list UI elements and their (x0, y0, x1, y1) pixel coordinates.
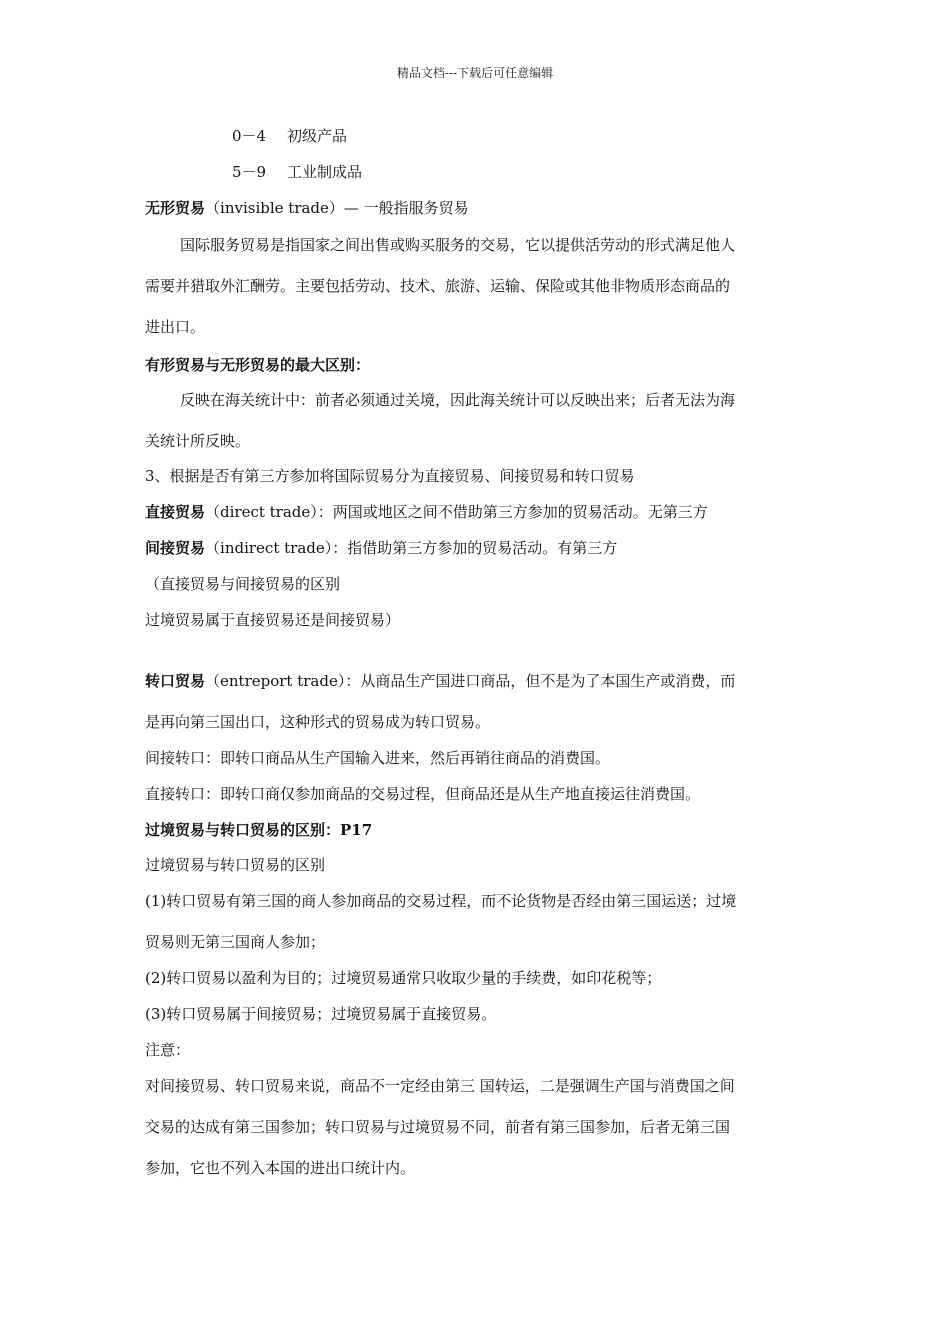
code-label: 工业制成品 (287, 163, 363, 181)
indirect-trade-term: 间接贸易 (145, 539, 206, 557)
invisible-trade-def: （invisible trade）— 一般指服务贸易 (205, 199, 469, 217)
list-item: 贸易则无第三国商人参加； (145, 933, 326, 951)
paragraph-line: 交易的达成有第三国参加；转口贸易与过境贸易不同，前者有第三国参加，后者无第三国 (145, 1118, 731, 1136)
indirect-trade-line (145, 538, 810, 558)
paragraph-line: 需要并猎取外汇酬劳。主要包括劳动、技术、旅游、运输、保险或其他非物质形态商品的 (145, 277, 731, 295)
paragraph-line: 间接转口：即转口商品从生产国输入进来，然后再销往商品的消费国。 (145, 749, 611, 767)
paragraph-line: 国际服务贸易是指国家之间出售或购买服务的交易，它以提供活劳动的形式满足他人 (180, 236, 736, 254)
paragraph-line: 参加，它也不列入本国的进出口统计内。 (145, 1159, 416, 1177)
section-heading: 有形贸易与无形贸易的最大区别： (145, 356, 371, 374)
paren-line: 过境贸易属于直接贸易还是间接贸易） (145, 611, 401, 629)
subheading: 过境贸易与转口贸易的区别 (145, 856, 326, 874)
code-range: 5－9 (232, 163, 267, 181)
paragraph-line: 对间接贸易、转口贸易来说，商品不一定经由第三 国转运，二是强调生产国与消费国之间 (145, 1077, 735, 1095)
page-header: 精品文档---下载后可任意编辑 (396, 66, 554, 80)
paragraph-line: 是再向第三国出口，这种形式的贸易成为转口贸易。 (145, 713, 491, 731)
direct-trade-term: 直接贸易 (145, 503, 206, 521)
direct-trade-line (145, 502, 810, 522)
invisible-trade-line (145, 198, 810, 218)
entrepot-trade-term: 转口贸易 (145, 672, 206, 690)
indirect-trade-def: （indirect trade）：指借助第三方参加的贸易活动。有第三方 (205, 539, 618, 557)
code-label: 初级产品 (287, 127, 348, 145)
list-item: (1)转口贸易有第三国的商人参加商品的交易过程，而不论货物是否经由第三国运送；过境 (145, 892, 737, 910)
code-row (232, 162, 897, 182)
entrepot-trade-def: （entreport trade）：从商品生产国进口商品，但不是为了本国生产或消费，而 (205, 672, 736, 690)
paragraph-line: 进出口。 (145, 318, 206, 336)
code-row (232, 126, 897, 146)
code-range: 0－4 (232, 127, 267, 145)
note-label: 注意： (145, 1041, 191, 1059)
entrepot-trade-line (145, 671, 810, 691)
list-item: (2)转口贸易以盈利为目的；过境贸易通常只收取少量的手续费，如印花税等； (145, 969, 662, 987)
list-item: (3)转口贸易属于间接贸易；过境贸易属于直接贸易。 (145, 1005, 497, 1023)
list-item: 3、根据是否有第三方参加将国际贸易分为直接贸易、间接贸易和转口贸易 (145, 467, 635, 485)
section-heading: 过境贸易与转口贸易的区别：P17 (145, 821, 373, 839)
paragraph-line: 关统计所反映。 (145, 432, 251, 450)
paragraph-line: 反映在海关统计中：前者必须通过关境，因此海关统计可以反映出来；后者无法为海 (180, 391, 736, 409)
paragraph-line: 直接转口：即转口商仅参加商品的交易过程，但商品还是从生产地直接运往消费国。 (145, 785, 701, 803)
invisible-trade-term: 无形贸易 (145, 199, 206, 217)
direct-trade-def: （direct trade）：两国或地区之间不借助第三方参加的贸易活动。无第三方 (205, 503, 708, 521)
paren-line: （直接贸易与间接贸易的区别 (145, 575, 341, 593)
